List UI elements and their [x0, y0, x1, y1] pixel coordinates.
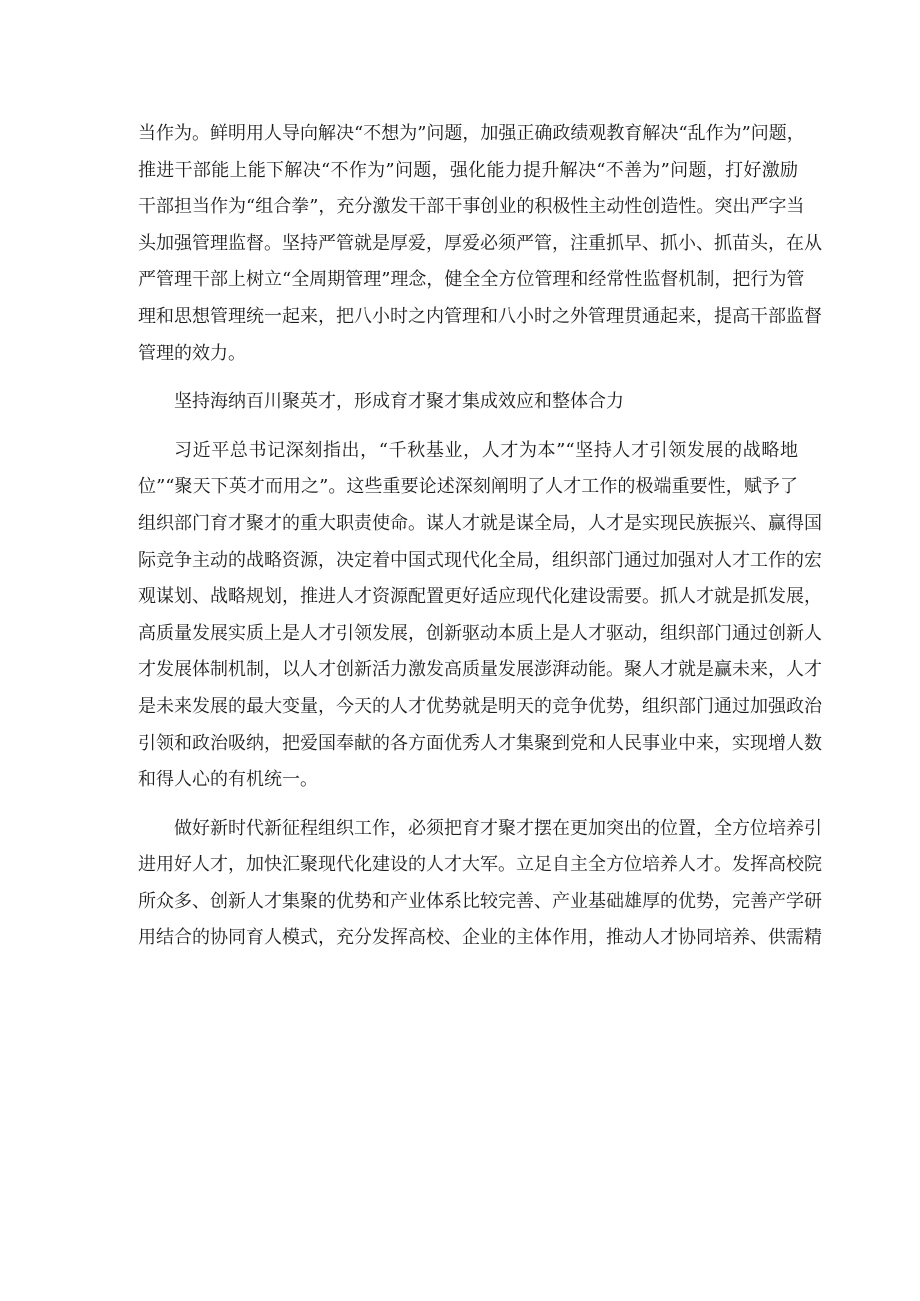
paragraph-line: 干部担当作为“组合拳”，充分激发干部干事创业的积极性主动性创造性。突出严字当: [138, 196, 805, 218]
paragraph-line: 严管理干部上树立“全周期管理”理念，健全全方位管理和经常性监督机制，把行为管: [138, 269, 805, 291]
paragraph-line: 组织部门育才聚才的重大职责使命。谋人才就是谋全局，人才是实现民族振兴、赢得国: [138, 512, 822, 534]
paragraph-line: 做好新时代新征程组织工作，必须把育才聚才摆在更加突出的位置，全方位培养引: [174, 817, 822, 839]
paragraph-line: 用结合的协同育人模式，充分发挥高校、企业的主体作用，推动人才协同培养、供需精: [138, 927, 822, 949]
paragraph-line: 理和思想管理统一起来，把八小时之内管理和八小时之外管理贯通起来，提高干部监督: [138, 305, 822, 327]
paragraph-talent: [138, 433, 822, 799]
paragraph-line: 际竞争主动的战略资源，决定着中国式现代化全局，组织部门通过加强对人才工作的宏: [138, 549, 822, 571]
paragraph-line: 观谋划、战略规划，推进人才资源配置更好适应现代化建设需要。抓人才就是抓发展，: [138, 586, 822, 608]
paragraph-line: 和得人心的有机统一。: [138, 769, 318, 791]
paragraph-line: 高质量发展实质上是人才引领发展，创新驱动本质上是人才驱动，组织部门通过创新人: [138, 622, 822, 644]
paragraph-line: 习近平总书记深刻指出，“千秋基业，人才为本”“坚持人才引领发展的战略地: [174, 439, 798, 461]
paragraph-line: 当作为。鲜明用人导向解决“不想为”问题，加强正确政绩观教育解决“乱作为”问题，: [138, 123, 805, 144]
paragraph-line: 头加强管理监督。坚持严管就是厚爱，厚爱必须严管，注重抓早、抓小、抓苗头，在从: [138, 232, 822, 254]
section-heading: 坚持海纳百川聚英才，形成育才聚才集成效应和整体合力: [174, 391, 624, 413]
paragraph-cultivation: [138, 811, 822, 957]
paragraph-line: 推进干部能上能下解决“不作为”问题，强化能力提升解决“不善为”问题，打好激励: [138, 159, 798, 181]
paragraph-continuation: [138, 116, 822, 372]
paragraph-line: 进用好人才，加快汇聚现代化建设的人才大军。立足自主全方位培养人才。发挥高校院: [138, 854, 822, 876]
paragraph-line: 位”“聚天下英才而用之”。这些重要论述深刻阐明了人才工作的极端重要性，赋予了: [138, 476, 798, 498]
paragraph-line: 管理的效力。: [138, 342, 246, 364]
paragraph-line: 才发展体制机制，以人才创新活力激发高质量发展澎湃动能。聚人才就是赢未来，人才: [138, 659, 822, 681]
paragraph-line: 所众多、创新人才集聚的优势和产业体系比较完善、产业基础雄厚的优势，完善产学研: [138, 890, 822, 912]
document-page: [138, 116, 822, 957]
paragraph-line: 是未来发展的最大变量，今天的人才优势就是明天的竞争优势，组织部门通过加强政治: [138, 695, 822, 717]
paragraph-line: 引领和政治吸纳，把爱国奉献的各方面优秀人才集聚到党和人民事业中来，实现增人数: [138, 732, 822, 754]
